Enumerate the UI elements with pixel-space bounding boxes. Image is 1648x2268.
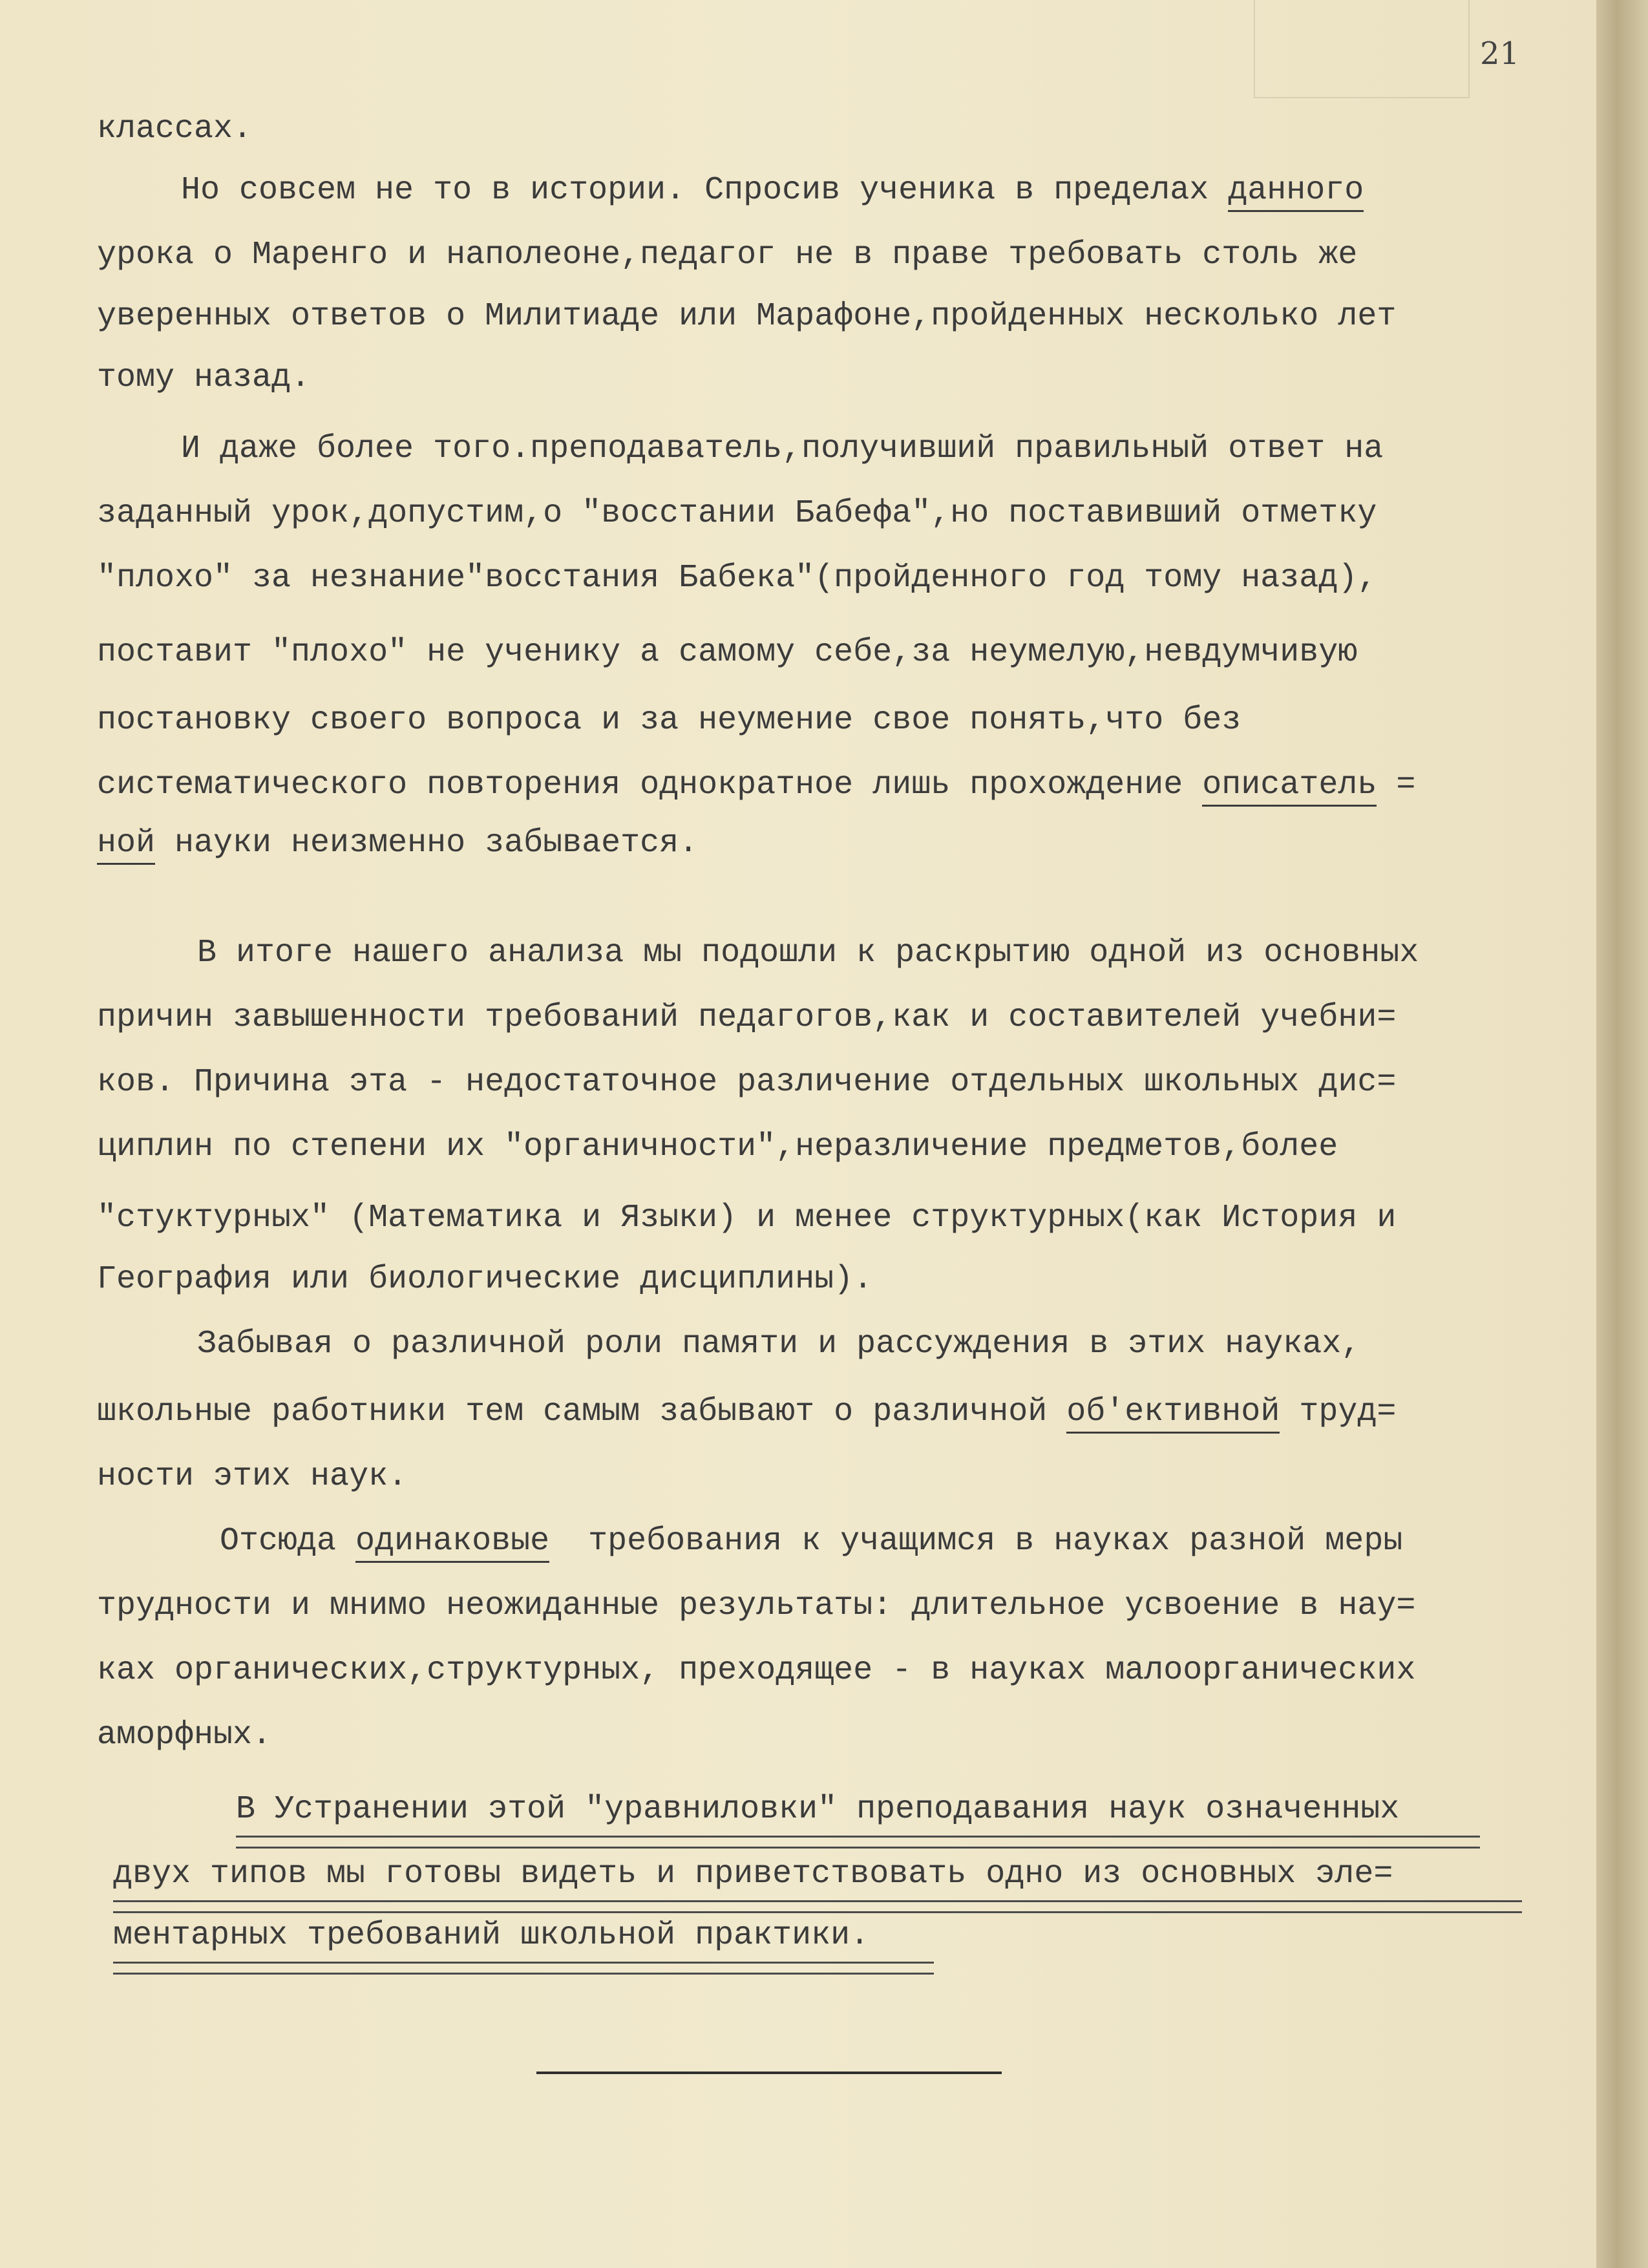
text-line: тому назад. bbox=[97, 359, 311, 396]
archive-stamp bbox=[1254, 0, 1470, 98]
text-line: аморфных. bbox=[97, 1717, 272, 1754]
text-line: Но совсем не то в истории. Спросив ученика в пределах данного bbox=[181, 171, 1364, 210]
text-line: ках органических,структурных, преходящее - в науках малоорганических bbox=[97, 1652, 1416, 1689]
text-line: ной науки неизменно забывается. bbox=[97, 824, 698, 863]
text-line: ности этих наук. bbox=[97, 1458, 408, 1495]
double-underline bbox=[113, 1962, 934, 1975]
double-underline bbox=[113, 1900, 1522, 1913]
text-line: заданный урок,допустим,о "восстании Бабефа",но поставивший отметку bbox=[97, 495, 1377, 532]
text-line: И даже более того.преподаватель,получивший правильный ответ на bbox=[181, 430, 1384, 467]
text-line: причин завышенности требований педагогов,как и составителей учебни= bbox=[97, 999, 1397, 1036]
text-line: трудности и мнимо неожиданные результаты: длительное усвоение в нау= bbox=[97, 1587, 1416, 1624]
text-line: циплин по степени их "органичности",неразличение предметов,более bbox=[97, 1129, 1338, 1165]
text-line: ков. Причина эта - недостаточное различение отдельных школьных дис= bbox=[97, 1064, 1397, 1101]
text-line: поставит "плохо" не ученику а самому себе,за неумелую,невдумчивую bbox=[97, 634, 1358, 671]
page-edge bbox=[1596, 0, 1648, 2268]
text-line: Отсюда одинаковые требования к учащимся в науках разной меры bbox=[220, 1522, 1402, 1561]
text-line: География или биологические дисциплины). bbox=[97, 1261, 873, 1298]
text-line: школьные работники тем самым забывают о различной об'ективной труд= bbox=[97, 1393, 1396, 1432]
text-line: систематического повторения однократное лишь прохождение описатель = bbox=[97, 766, 1415, 805]
text-line: классах. bbox=[97, 111, 253, 147]
text-line: В Устранении этой "уравниловки" преподавания наук означенных bbox=[236, 1791, 1400, 1828]
text-line: "стуктурных" (Математика и Языки) и менее структурных(как История и bbox=[97, 1200, 1397, 1236]
text-line: "плохо" за незнание"восстания Бабека"(пройденного год тому назад), bbox=[97, 560, 1377, 597]
text-line: уверенных ответов о Милитиаде или Марафоне,пройденных несколько лет bbox=[97, 298, 1397, 335]
text-line: Забывая о различной роли памяти и рассуждения в этих науках, bbox=[197, 1326, 1361, 1362]
double-underline bbox=[236, 1836, 1480, 1849]
page-number: 21 bbox=[1480, 36, 1520, 72]
closing-rule bbox=[536, 2072, 1002, 2074]
text-line: ментарных требований школьной практики. bbox=[113, 1917, 870, 1954]
text-line: двух типов мы готовы видеть и приветствовать одно из основных эле= bbox=[113, 1856, 1393, 1892]
text-line: урока о Маренго и наполеоне,педагог не в праве требовать столь же bbox=[97, 237, 1358, 273]
text-line: постановку своего вопроса и за неумение свое понять,что без bbox=[97, 702, 1241, 739]
text-line: В итоге нашего анализа мы подошли к раскрытию одной из основных bbox=[197, 935, 1419, 971]
